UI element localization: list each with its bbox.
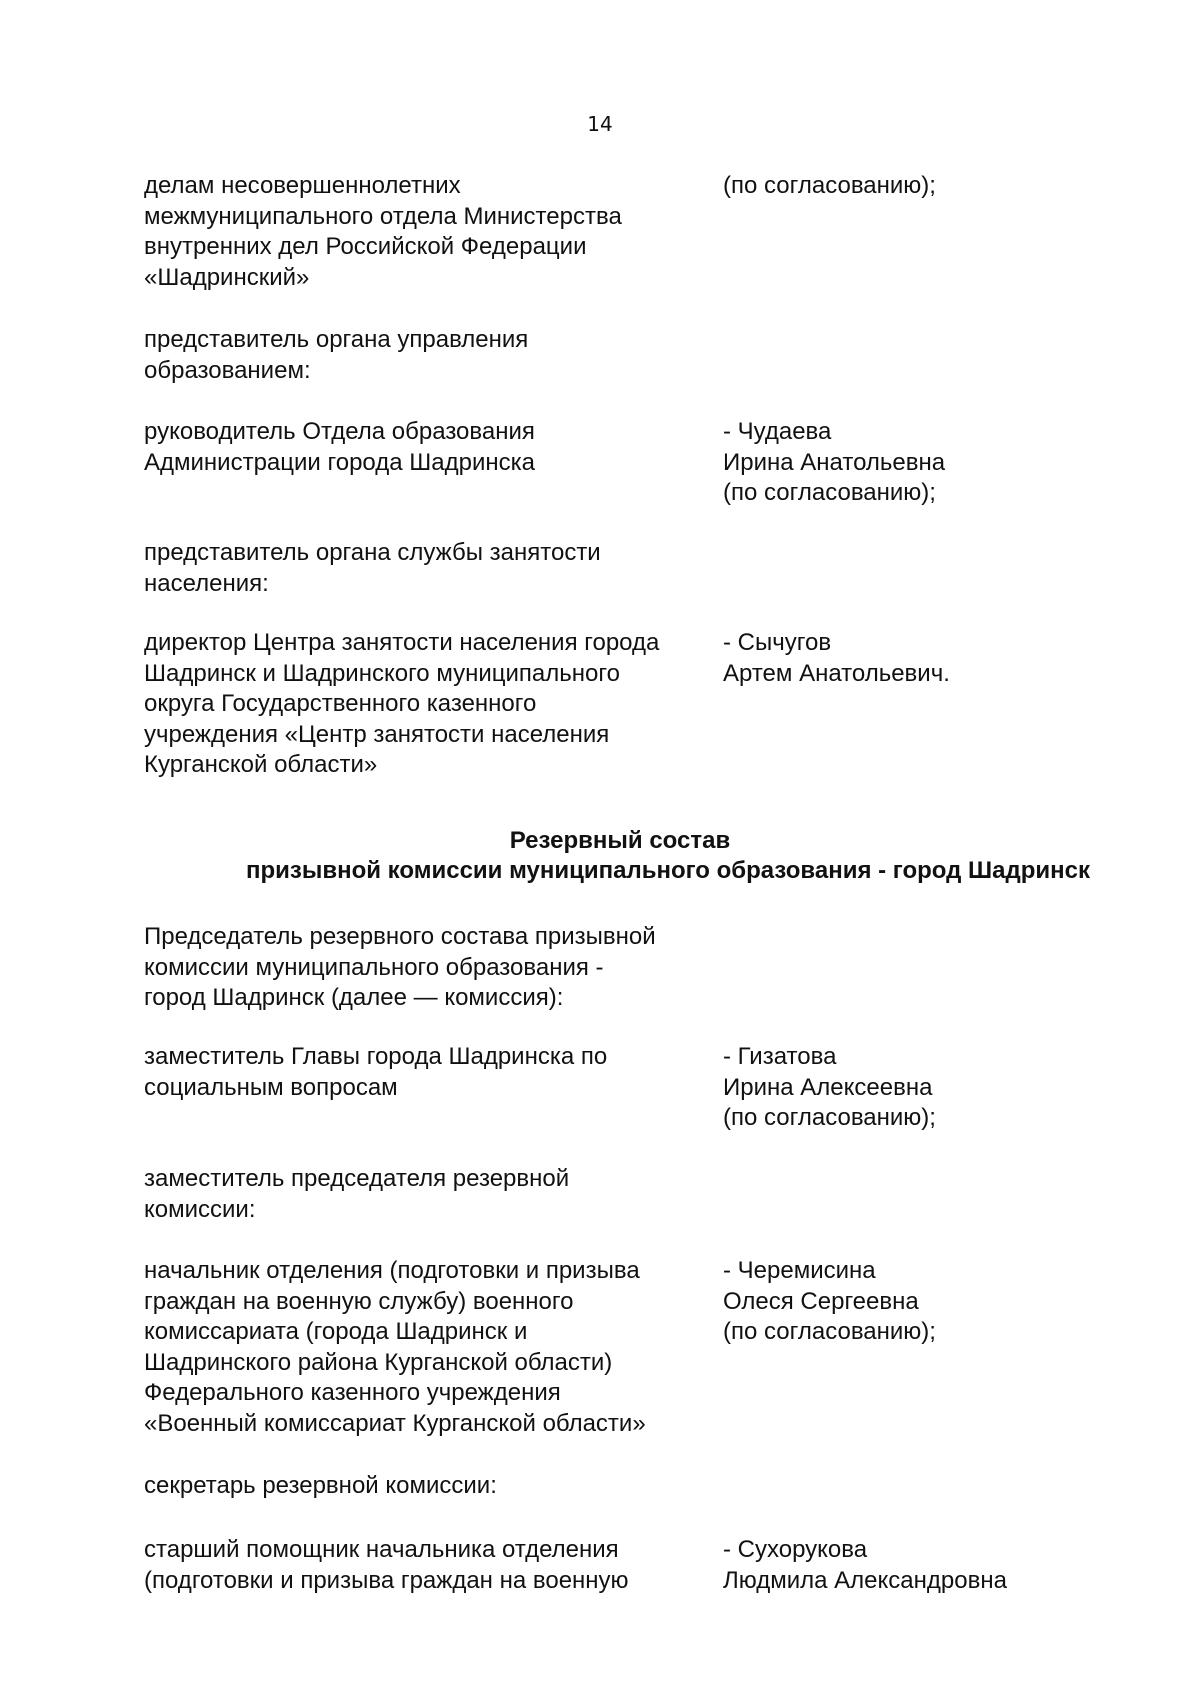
position-title: руководитель Отдела образования Администрации города Шадринска: [144, 418, 535, 476]
person-name: - Чудаева Ирина Анатольевна (по согласованию);: [723, 418, 946, 506]
section-title-line-2: призывной комиссии муниципального образования - город Шадринск: [246, 857, 1090, 884]
position-title: представитель органа управления образованием:: [144, 326, 529, 384]
position-title: начальник отделения (подготовки и призыва граждан на военную службу) военного комиссариата (города Шадринск и Шадринского района Курганской области) Федерального казенного учреждения «Военный комиссариат Курганской области»: [144, 1257, 646, 1437]
person-name: - Сычугов Артем Анатольевич.: [723, 629, 950, 687]
position-title: старший помощник начальника отделения (подготовки и призыва граждан на военную: [144, 1536, 629, 1594]
position-title: заместитель Главы города Шадринска по социальным вопросам: [144, 1043, 608, 1101]
person-name: - Черемисина Олеся Сергеевна (по согласованию);: [723, 1257, 936, 1345]
position-title: директор Центра занятости населения города Шадринск и Шадринского муниципального округа Государственного казенного учреждения «Центр занятости населения Курганской области»: [144, 629, 660, 778]
position-title: делам несовершеннолетних межмуниципального отдела Министерства внутренних дел Российской Федерации «Шадринский»: [144, 172, 622, 291]
person-name: - Гизатова Ирина Алексеевна (по согласованию);: [723, 1043, 936, 1131]
position-title: представитель органа службы занятости населения:: [144, 539, 601, 597]
section-title-line-1: Резервный состав: [509, 827, 731, 854]
position-title: Председатель резервного состава призывной комиссии муниципального образования - город Шадринск (далее — комиссия):: [144, 923, 656, 1011]
position-title: заместитель председателя резервной комиссии:: [144, 1165, 570, 1223]
section-title: [0, 826, 1200, 886]
position-title: секретарь резервной комиссии:: [144, 1472, 497, 1499]
person-name: - Сухорукова Людмила Александровна: [723, 1536, 1007, 1594]
page-number: 14: [587, 112, 613, 136]
person-name: (по согласованию);: [723, 172, 936, 199]
